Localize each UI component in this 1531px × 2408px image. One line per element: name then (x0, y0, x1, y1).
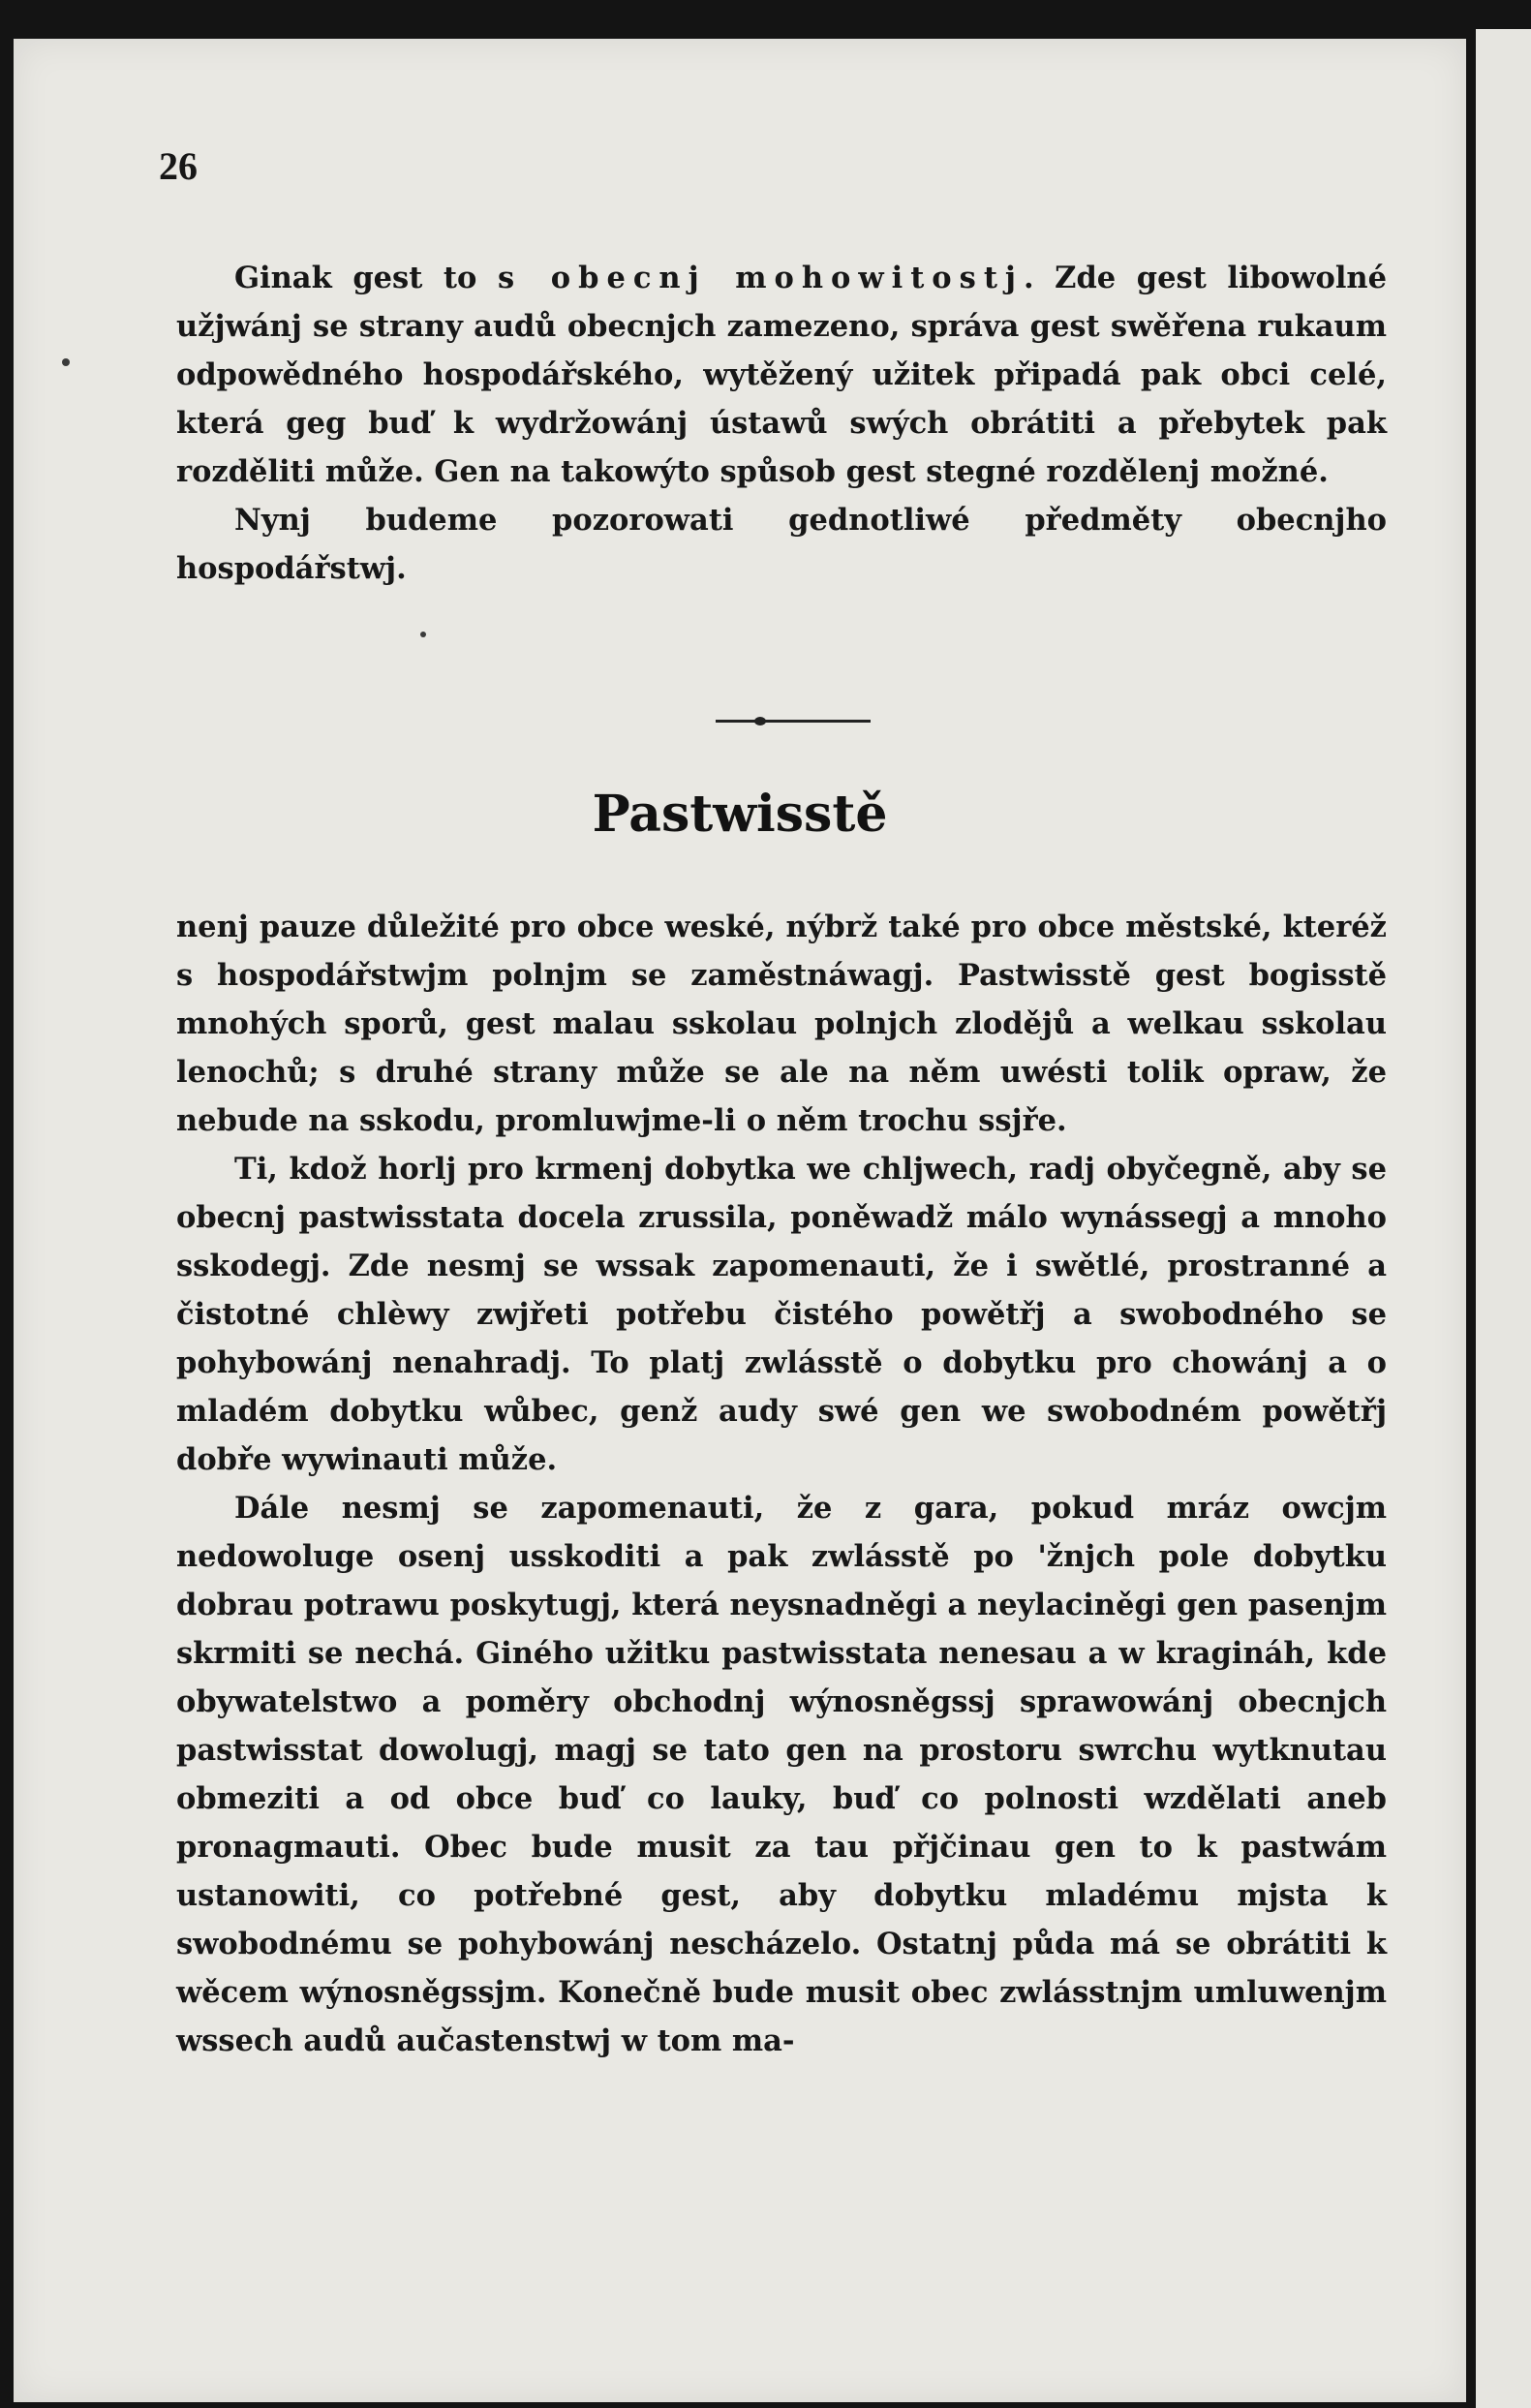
intro-lead: Ginak gest to (234, 261, 498, 295)
scan-speck (62, 358, 70, 366)
section-heading: Pastwisstě (592, 785, 888, 844)
book-page (14, 39, 1466, 2402)
page-number: 26 (159, 144, 198, 188)
scan-speck (420, 632, 426, 637)
body-paragraph-3: Dále nesmj se zapomenauti, že z gara, pokud mráz owcjm nedowoluge osenj usskoditi a pak zwlásstě po 'žnjch pole dobytku dobrau potrawu poskytugj, která neysnadněgi a neylaciněgi gen pasenjm skrmiti se nechá. Giného užitku pastwisstata nenesau a w kragináh, kde obywatelstwo a poměry obchodnj wýnosněgssj sprawowánj obecnjch pastwisstat dowolugj, magj se tato gen na prostoru swrchu wytknutau obmeziti a od obce buď co lauky, buď co polnosti wzdělati aneb pronagmauti. Obec bude musit za tau přjčinau gen to k pastwám ustanowiti, co potřebné gest, aby dobytku mladému mjsta k swobodnému se pohybowánj nescházelo. Ostatnj půda má se obrátiti k wěcem wýnosněgssjm. Konečně bude musit obec zwlásstnjm umluwenjm wssech audů aučastenstwj w tom ma- (176, 1491, 1387, 2058)
body-paragraph-2: Ti, kdož horlj pro krmenj dobytka we chljwech, radj obyčegně, aby se obecnj pastwisstata docela zrussila, poněwadž málo wynássegj a mnoho sskodegj. Zde nesmj se wssak zapomenauti, že i swětlé, prostranné a čistotné chlèwy zwjřeti potřebu čistého powětřj a swobodného se pohybowánj nenahradj. To platj zwlásstě o dobytku pro chowánj a o mladém dobytku wůbec, genž audy swé gen we swobodném powětřj dobře wywinauti může. (176, 1152, 1387, 1477)
intro-paragraph-2: Nynj budeme pozorowati gednotliwé předměty obecnjho hospodářstwj. (176, 503, 1387, 586)
section-body (176, 903, 1387, 2065)
section-divider (716, 720, 871, 723)
intro-paragraph (176, 254, 1387, 496)
intro-text (176, 254, 1387, 593)
next-page-edge (1476, 29, 1531, 2408)
body-paragraph-1: nenj pauze důležité pro obce weské, nýbrž také pro obce městské, kteréž s hospodářstwjm polnjm se zaměstnáwagj. Pastwisstě gest bogisstě mnohých sporů, gest malau sskolau polnjch zlodějů a welkau sskolau lenochů; s druhé strany může se ale na něm uwésti tolik opraw, že nebude na sskodu, promluwjme-li o něm trochu ssjře. (176, 910, 1387, 1138)
intro-rest: . Zde gest libowolné užjwánj se strany audů obecnjch zamezeno, správa gest swěřena rukaum odpowědného hospodářského, wytěžený užitek připadá pak obci celé, která geg buď k wydržowánj ústawů swých obrátiti a přebytek pak rozděliti může. Gen na takowýto spůsob gest stegné rozdělenj možné. (176, 261, 1388, 489)
intro-emphasis: s obecnj mohowitostj (497, 261, 1024, 295)
